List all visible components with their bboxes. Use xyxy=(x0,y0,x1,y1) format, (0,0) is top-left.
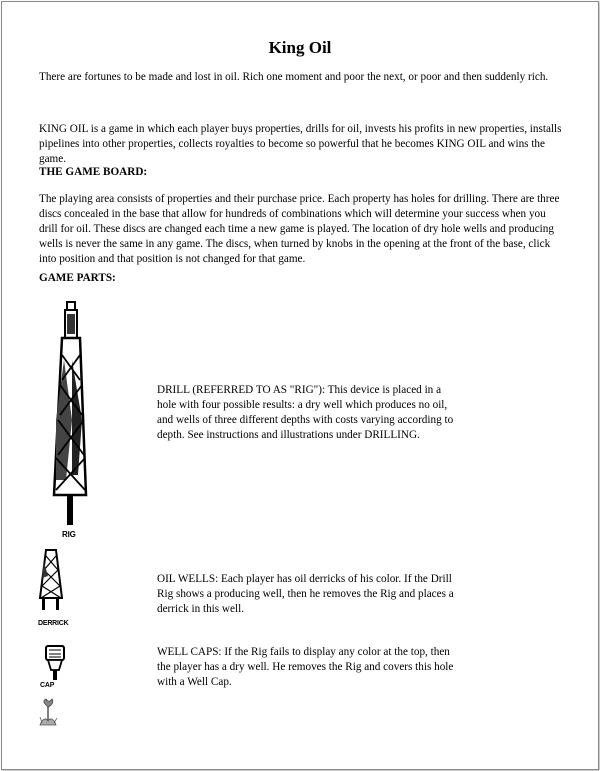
game-board-paragraph: The playing area consists of properties and their purchase price. Each property has holes for drilling. There are three discs concealed in the base that allow for hundreds of combinations which will determine your success when you drill for oil. These discs are changed each time a new game is played. The location of dry hole wells and producing wells is never the same in any game. The discs, when turned by knobs in the opening at the front of the base, click into position and that position is not changed for that game. xyxy=(39,193,560,265)
derrick-caption: DERRICK xyxy=(38,620,69,627)
oil-wells-description: OIL WELLS: Each player has oil derricks of his color. If the Drill Rig shows a producing well, then he removes the Rig and places a derrick in this well. xyxy=(157,573,454,615)
game-parts-heading: GAME PARTS: xyxy=(39,272,116,284)
intro-paragraph: There are fortunes to be made and lost in oil. Rich one moment and poor the next, or poor and then suddenly rich. xyxy=(39,71,549,83)
game-board-heading: THE GAME BOARD: xyxy=(39,166,148,178)
gusher-icon xyxy=(36,697,60,727)
rig-caption: RIG xyxy=(62,530,76,539)
well-caps-description: WELL CAPS: If the Rig fails to display any color at the top, then the player has a dry well. He removes the Rig and covers this hole with a Well Cap. xyxy=(157,646,454,688)
derrick-icon xyxy=(36,548,66,616)
well-cap-icon xyxy=(42,644,68,682)
rig-description: DRILL (REFERRED TO AS "RIG"): This device is placed in a hole with four possible results: a dry well which produces no oil, and wells of three different depths with costs varying according to depth. See instructions and illustrations under DRILLING. xyxy=(157,384,454,441)
rig-icon xyxy=(42,300,92,526)
page-title: King Oil xyxy=(268,38,332,57)
cap-caption: CAP xyxy=(40,682,55,689)
summary-paragraph: KING OIL is a game in which each player buys properties, drills for oil, invests his profits in new properties, installs pipelines into other properties, collects royalties to become so powerful that he becomes KING OIL and wins the game. xyxy=(39,123,562,165)
